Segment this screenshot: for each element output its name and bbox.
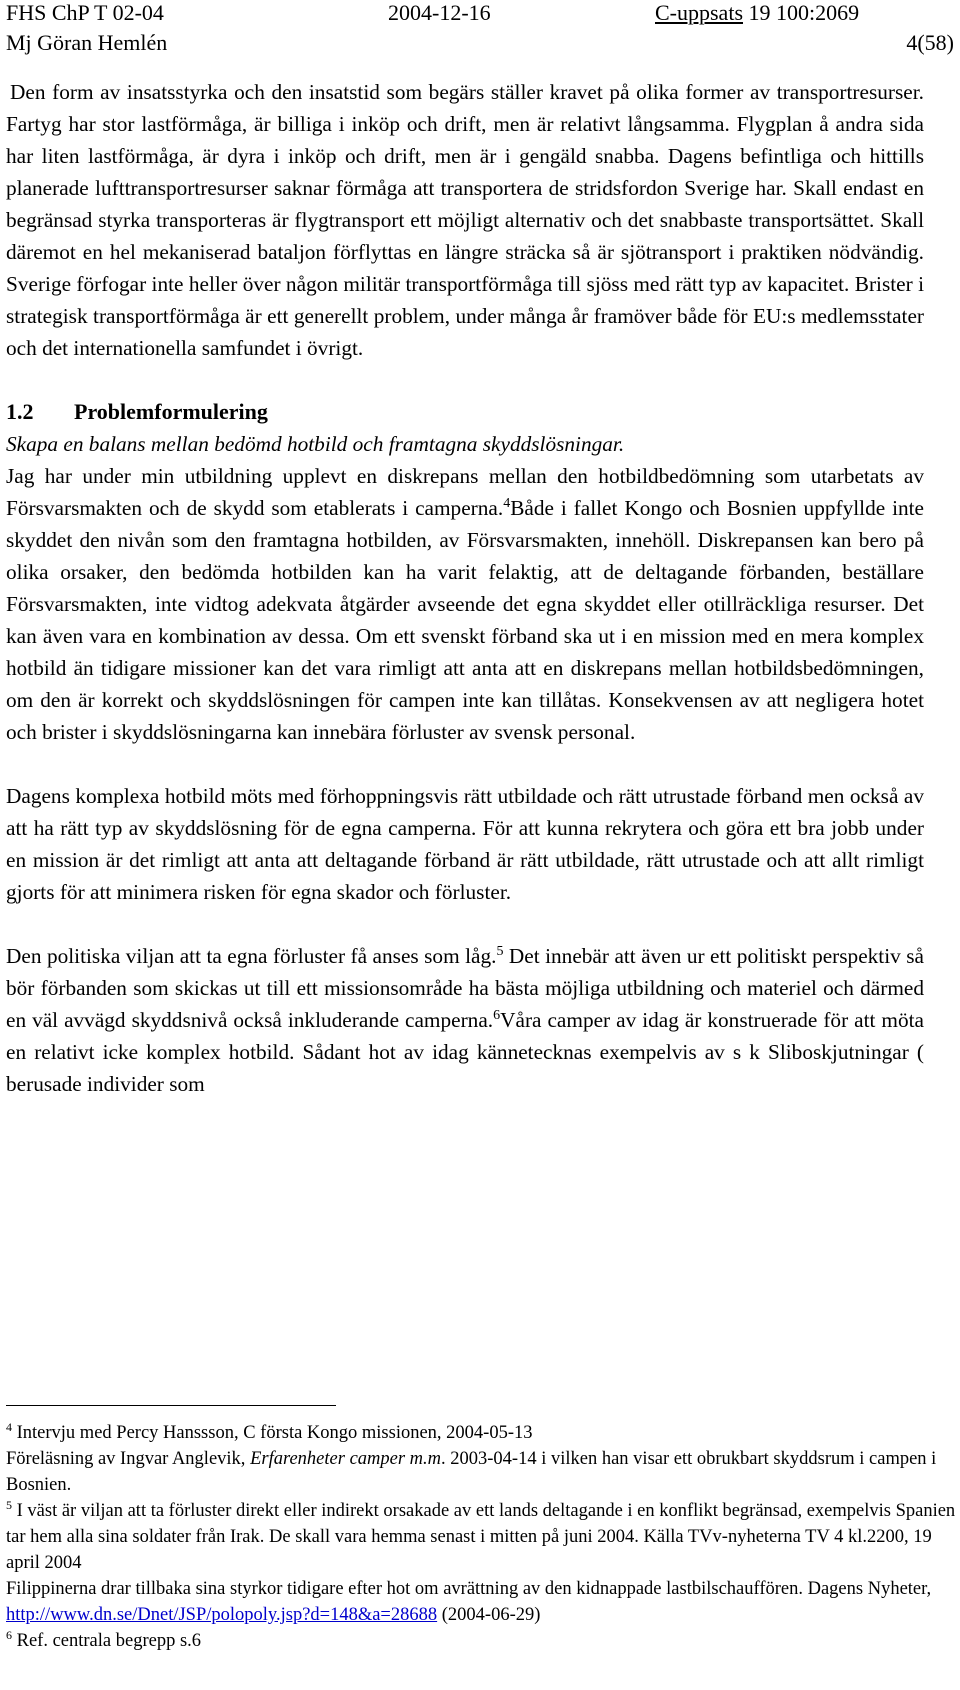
footnote-5: $^5$ I väst är viljan att ta förluster direkt eller indirekt orsakade av ett lands deltagande i en konflikt begränsad, exempelvis Spanien tar hem alla sina soldater från Irak. De skall vara hemma senast i mitten på juni 2004. Källa TVv-nyheterna TV 4 kl.2200, 19 april 2004 [6,1498,956,1573]
footnote-5-continued: Filippinerna drar tillbaka sina styrkor tidigare efter hot om avrättning av den kidnappade lastbilschauffören. Dagens Nyheter, http://www.dn.se/Dnet/JSP/polopoly.jsp?d=148&a=28688 (2004-06-29) [6,1579,932,1625]
author-name: Mj Göran Hemlén [6,30,168,55]
paragraph-political-will: Den politiska viljan att ta egna förluster få anses som låg.$^5$ Det innebär att även ur ett politiskt perspektiv så bör förbanden som skickas ut till ett missionsområde ha bästa möjliga utbildning och materiel och därmed en väl avvägd skyddsnivå också inkluderande camperna.$^6$Våra camper av idag är konstruerade för att möta en relativt icke komplex hotbild. Sådant hot av idag kännetecknas exempelvis av s k Sliboskjutningar ( berusade individer som [6,944,925,1096]
footnote-ref-5: 5 [496,944,504,959]
footnote-divider [6,1405,336,1406]
footnotes [6,1420,956,1654]
footnote-ref-6: 6 [493,1008,501,1023]
paragraph-complex-threat: Dagens komplexa hotbild möts med förhoppningsvis rätt utbildade och rätt utrustade förband men också av att ha rätt typ av skyddslösning för de egna camperna. För att kunna rekrytera och göra ett bra jobb under en mission är det rimligt att anta att deltagande förband är rätt utbildade, rätt utrustade och att allt rimligt gjorts för att minimera risken för egna skador och förluster. [6,784,924,904]
doc-date: 2004-12-16 [388,0,491,25]
course-label [655,0,859,26]
doc-code: FHS ChP T 02-04 [6,0,164,25]
footnote-4-continued: Föreläsning av Ingvar Anglevik, Erfarenheter camper m.m. 2003-04-14 i vilken han visar ett obrukbart skyddsrum i campen i Bosnien. [6,1449,937,1495]
problem-statement: Skapa en balans mellan bedömd hotbild och framtagna skyddslösningar. [6,432,625,456]
body-text [6,76,924,1100]
lecture-title: Erfarenheter camper m.m [250,1449,442,1469]
paragraph-transport: Den form av insatsstyrka och den insatstid som begärs ställer kravet på olika former av transportresurser. Fartyg har stor lastförmåga, är billiga i inköp och drift, men är relativt långsamma. Flygplan å andra sida har liten lastförmåga, är dyra i inköp och drift, men är i gengäld snabba. Dagens befintliga och hittills planerade lufttransportresurser saknar förmåga att transportera de stridsfordon Sverige har. Skall endast en begränsad styrka transporteras är flygtransport ett möjligt alternativ och det snabbaste transportsättet. Skall däremot en hel mekaniserad bataljon förflyttas en längre sträcka så är sjötransport i praktiken nödvändig. Sverige förfogar inte heller över någon militär transportförmåga till sjöss med rätt typ av kapacitet. Brister i strategisk transportförmåga är ett generellt problem, under många år framöver både för EU:s medlemsstater och det internationella samfundet i övrigt. [6,80,924,360]
dn-article-link[interactable]: http://www.dn.se/Dnet/JSP/polopoly.jsp?d=148&a=28688 [6,1605,438,1625]
course-name: C-uppsats [655,0,743,25]
course-code: 19 100:2069 [748,0,860,25]
section-heading [6,396,924,428]
footnote-ref-4: 4 [503,496,511,511]
footnote-4: $^4$ Intervju med Percy Hanssson, C första Kongo missionen, 2004-05-13 [6,1420,533,1443]
section-title: Problemformulering [74,399,268,424]
page-number: 4(58) [906,30,954,55]
footnote-6: $^6$ Ref. centrala begrepp s.6 [6,1628,202,1651]
paragraph-discrepancy: Jag har under min utbildning upplevt en diskrepans mellan den hotbildbedömning som utarbetats av Försvarsmakten och de skydd som etablerats i camperna.$^4$Både i fallet Kongo och Bosnien uppfyllde inte skyddet den nivån som den framtagna hotbilden, av Försvarsmakten, innehöll. Diskrepansen kan bero på olika orsaker, den bedömda hotbilden kan ha varit felaktig, att de deltagande förbanden, beställare Försvarsmakten, inte vidtog adekvata åtgärder avseende det egna skyddet eller otillräckliga resurser. Det kan även vara en kombination av dessa. Om ett svenskt förband ska ut i en mission med en mera komplex hotbild än tidigare missioner kan det vara rimligt att anta att en diskrepans mellan hotbildsbedömningen, om den är korrekt och skyddslösningen för campen inte kan tillåtas. Konsekvensen av att negligera hotet och brister i skyddslösningarna kan innebära förluster av svensk personal. [6,464,925,744]
section-number: 1.2 [6,399,34,424]
